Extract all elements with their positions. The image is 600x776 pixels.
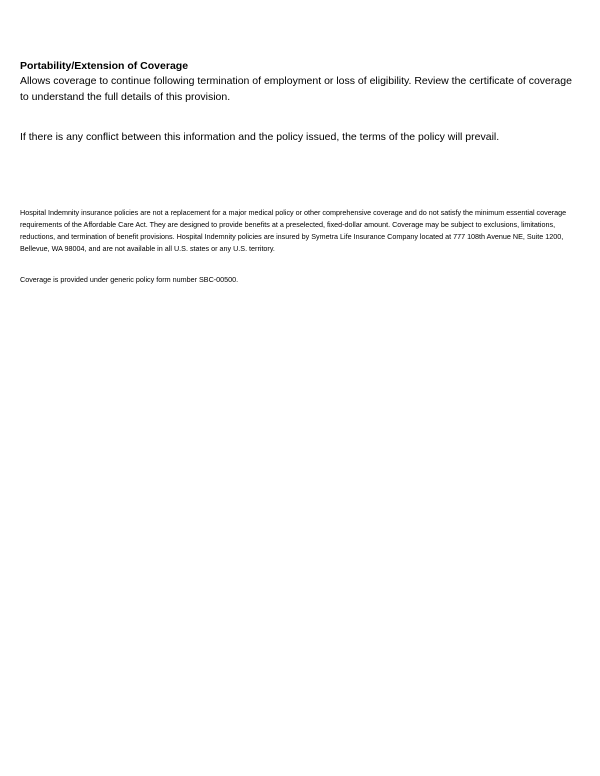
- conflict-notice: If there is any conflict between this information and the policy issued, the terms of the policy will prevail.: [20, 131, 500, 143]
- legal-disclaimer: Hospital Indemnity insurance policies are not a replacement for a major medical policy or other comprehensive coverage and do not satisfy the minimum essential coverage requirements of the Affordable Care Act. They are designed to provide benefits at a preselected, fixed-dollar amount. Coverage may be subject to exclusions, limitations, reductions, and termination of benefit provisions. Hospital Indemnity policies are insured by Symetra Life Insurance Company located at 777 108th Avenue NE, Suite 1200, Bellevue, WA 98004, and are not available in all U.S. states or any U.S. territory.: [20, 208, 567, 253]
- policy-form-notice: Coverage is provided under generic policy form number SBC-00500.: [20, 275, 239, 284]
- portability-heading: Portability/Extension of Coverage: [20, 60, 189, 72]
- portability-description: Allows coverage to continue following termination of employment or loss of eligibility. Review the certificate of coverage to understand the full details of this provision.: [20, 75, 572, 103]
